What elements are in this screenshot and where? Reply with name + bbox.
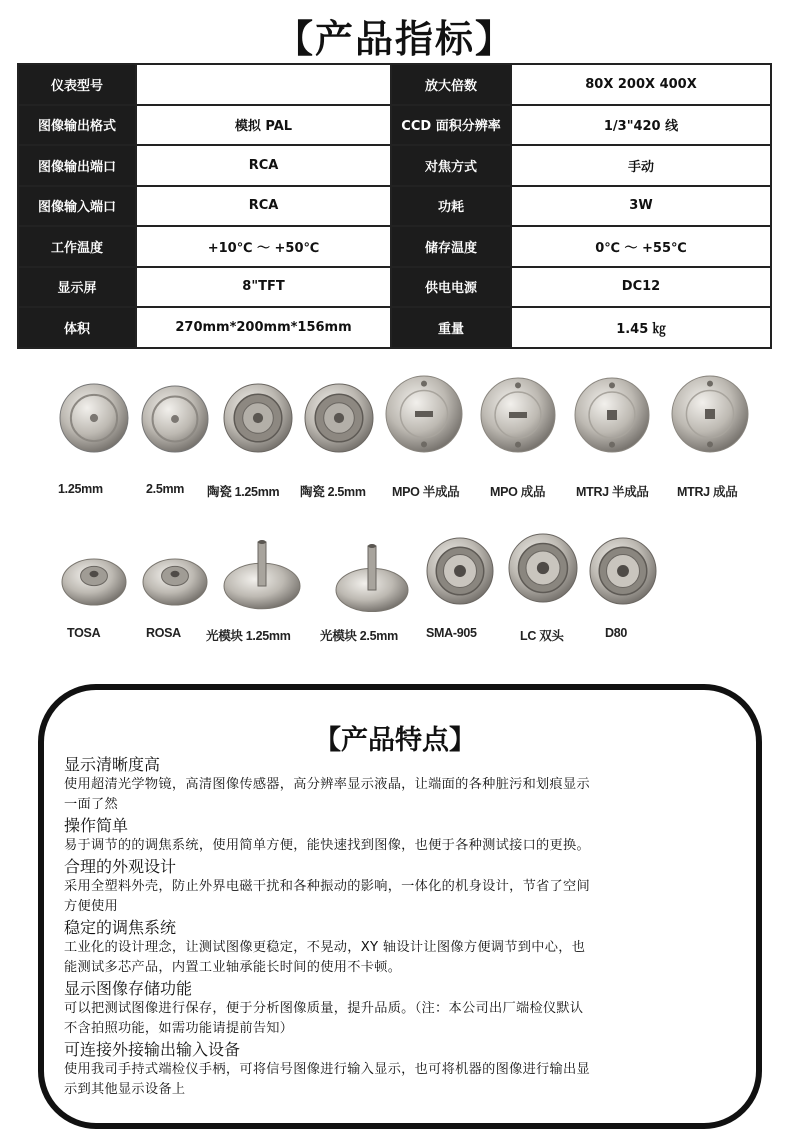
spec-row <box>18 226 771 267</box>
spec-value: DC12 <box>511 267 771 308</box>
adapter-label: MTRJ 成品 <box>677 485 738 499</box>
feature-heading: 显示清晰度高 <box>64 755 161 774</box>
adapter-mpo-icon <box>479 376 557 454</box>
adapter-label: D80 <box>605 626 628 640</box>
adapter-label: 陶瓷 1.25mm <box>207 485 280 499</box>
adapter-label: 光模块 1.25mm <box>206 629 291 643</box>
adapter-mpo-icon <box>384 374 464 454</box>
adapter-item <box>588 536 658 606</box>
spec-label: 放大倍数 <box>391 64 511 105</box>
adapter-label: TOSA <box>67 626 101 640</box>
adapter-label: MPO 成品 <box>490 485 546 499</box>
features-list <box>64 754 734 1100</box>
adapter-item <box>222 382 294 454</box>
adapter-ceramic-icon <box>303 382 375 454</box>
spec-row <box>18 267 771 308</box>
spec-value: 8"TFT <box>136 267 391 308</box>
adapter-ceramic-icon <box>222 382 294 454</box>
spec-label: 仪表型号 <box>18 64 136 105</box>
spec-value: 3W <box>511 186 771 227</box>
spec-label: 储存温度 <box>391 226 511 267</box>
feature-heading: 可连接外接输出输入设备 <box>64 1040 241 1059</box>
adapter-item <box>479 376 557 454</box>
adapter-label: 光模块 2.5mm <box>320 629 398 643</box>
adapter-item <box>140 544 210 612</box>
spec-value: RCA <box>136 145 391 186</box>
adapter-label: 1.25mm <box>58 482 103 496</box>
spec-table <box>17 63 772 349</box>
spec-value: 1.45 ㎏ <box>511 307 771 348</box>
feature-text: 使用我司手持式端检仪手柄，可将信号图像进行输入显示，也可将机器的图像进行输出显 <box>64 1062 591 1077</box>
adapter-item <box>222 526 302 614</box>
adapter-label: MTRJ 半成品 <box>576 485 649 499</box>
adapter-item <box>303 382 375 454</box>
feature-text: 一面了然 <box>64 797 118 812</box>
adapter-label: 2.5mm <box>146 482 185 496</box>
features-title: 【产品特点】 <box>314 725 476 756</box>
spec-label: 图像输出格式 <box>18 105 136 146</box>
adapter-item <box>140 384 210 454</box>
adapter-module-icon <box>222 526 302 614</box>
adapter-plain-icon <box>140 384 210 454</box>
adapter-cup-icon <box>425 536 495 606</box>
spec-value: 80X 200X 400X <box>511 64 771 105</box>
feature-text: 方便使用 <box>64 899 118 914</box>
spec-value <box>136 64 391 105</box>
adapter-module-icon <box>330 536 414 612</box>
adapter-item <box>670 374 750 454</box>
feature-text: 能测试多芯产品，内置工业轴承能长时间的使用不卡顿。 <box>64 960 402 975</box>
adapter-row-2 <box>0 526 790 646</box>
spec-label: CCD 面积分辨率 <box>391 105 511 146</box>
adapter-row-1 <box>0 372 790 502</box>
spec-label: 工作温度 <box>18 226 136 267</box>
spec-label: 重量 <box>391 307 511 348</box>
adapter-item <box>573 376 651 454</box>
adapter-tosa-icon <box>60 544 128 612</box>
spec-row <box>18 145 771 186</box>
spec-value: 手动 <box>511 145 771 186</box>
spec-label: 显示屏 <box>18 267 136 308</box>
feature-text: 不含拍照功能，如需功能请提前告知） <box>64 1021 294 1036</box>
feature-text: 易于调节的的调焦系统，使用简单方便，能快速找到图像，也便于各种测试接口的更换。 <box>64 838 591 853</box>
spec-label: 图像输入端口 <box>18 186 136 227</box>
feature-heading: 显示图像存储功能 <box>64 979 193 998</box>
spec-label: 体积 <box>18 307 136 348</box>
feature-text: 可以把测试图像进行保存，便于分析图像质量，提升品质。（注：本公司出厂端检仪默认 <box>64 1001 584 1016</box>
adapter-item <box>507 532 579 604</box>
adapter-label: ROSA <box>146 626 181 640</box>
feature-text: 使用超清光学物镜，高清图像传感器，高分辨率显示液晶，让端面的各种脏污和划痕显示 <box>64 777 591 792</box>
adapter-item <box>58 382 130 454</box>
adapter-label: LC 双头 <box>520 629 564 643</box>
adapter-item <box>425 536 495 606</box>
feature-heading: 稳定的调焦系统 <box>64 918 177 937</box>
adapter-item <box>60 544 128 612</box>
feature-text: 工业化的设计理念，让测试图像更稳定，不晃动，XY 轴设计让图像方便调节到中心，也 <box>64 940 586 955</box>
spec-row <box>18 105 771 146</box>
spec-row <box>18 307 771 348</box>
adapter-label: 陶瓷 2.5mm <box>300 485 366 499</box>
feature-heading: 合理的外观设计 <box>64 857 177 876</box>
adapter-plain-icon <box>58 382 130 454</box>
spec-value: 模拟 PAL <box>136 105 391 146</box>
adapter-mtrj-icon <box>573 376 651 454</box>
spec-label: 图像输出端口 <box>18 145 136 186</box>
feature-text: 示到其他显示设备上 <box>64 1082 186 1097</box>
spec-label: 功耗 <box>391 186 511 227</box>
spec-value: +10℃ ～ +50℃ <box>136 226 391 267</box>
spec-value: 270mm*200mm*156mm <box>136 307 391 348</box>
adapter-item <box>330 536 414 612</box>
adapter-cup-icon <box>588 536 658 606</box>
spec-label: 供电电源 <box>391 267 511 308</box>
feature-text: 采用全塑料外壳，防止外界电磁干扰和各种振动的影响，一体化的机身设计，节省了空间 <box>64 879 591 894</box>
spec-row <box>18 186 771 227</box>
spec-row <box>18 64 771 105</box>
spec-label: 对焦方式 <box>391 145 511 186</box>
spec-value: 0℃ ～ +55℃ <box>511 226 771 267</box>
adapter-cup-icon <box>507 532 579 604</box>
adapter-label: MPO 半成品 <box>392 485 460 499</box>
spec-value: 1/3"420 线 <box>511 105 771 146</box>
adapter-rosa-icon <box>140 544 210 612</box>
feature-heading: 操作简单 <box>64 816 129 835</box>
adapter-item <box>384 374 464 454</box>
spec-value: RCA <box>136 186 391 227</box>
page-title: 【产品指标】 <box>274 17 515 61</box>
adapter-label: SMA-905 <box>426 626 477 640</box>
adapter-mtrj-icon <box>670 374 750 454</box>
